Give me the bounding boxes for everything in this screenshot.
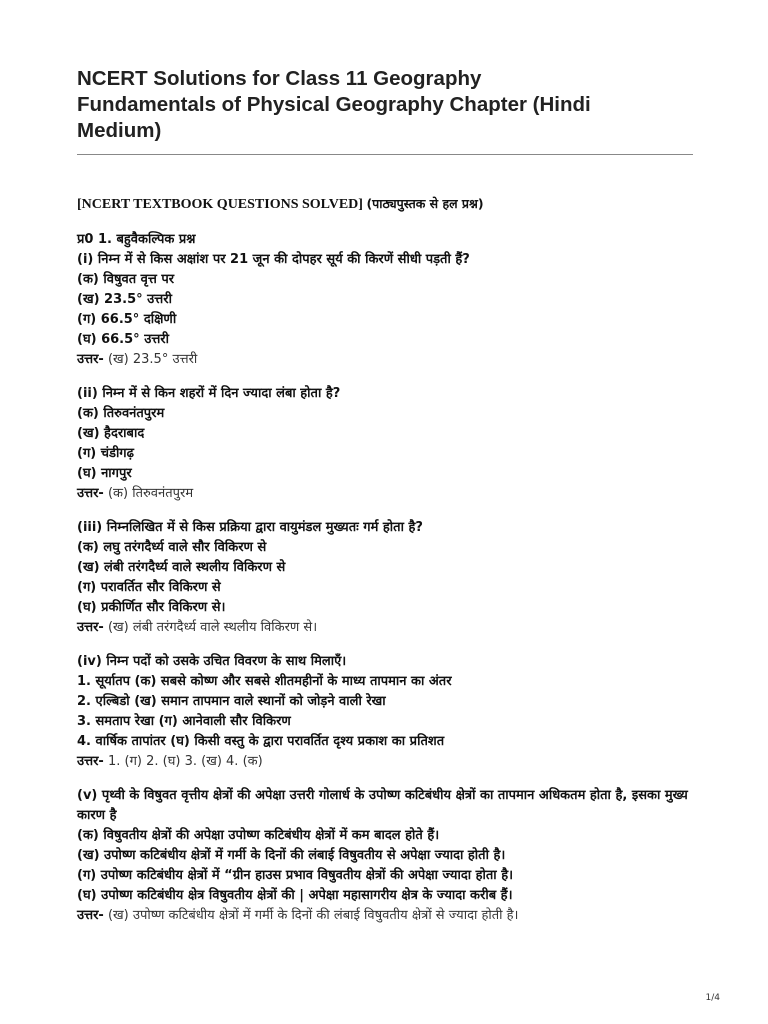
page-number: 1/4 [705,993,720,1003]
option-item: (घ) प्रकीर्णित सौर विकिरण से। [77,600,226,615]
title-line-3: Medium) [77,119,162,142]
option-item: (ख) लंबी तरंगदैर्ध्य वाले स्थलीय विकिरण से [77,560,286,575]
section-subheading [77,195,693,214]
option-item: (ग) 66.5° दक्षिणी [77,312,177,327]
answer-text: 1. (ग) 2. (घ) 3. (ख) 4. (क) [107,754,263,769]
question-block-1 [77,250,693,370]
answer-text: (ख) 23.5° उत्तरी [107,352,198,367]
answer-label: उत्तर- [77,908,104,923]
option-item: (ग) उपोष्ण कटिबंधीय क्षेत्रों में “ग्रीन हाउस प्रभाव विषुवतीय क्षेत्रों की अपेक्षा ज्यादा होता है। [77,868,514,883]
question-text: (iv) निम्न पदों को उसके उचित विवरण के साथ मिलाएँ। [77,654,347,669]
answer-line [77,350,693,370]
option-item: 1. सूर्यातप (क) सबसे कोष्ण और सबसे शीतमहीनों के माध्य तापमान का अंतर [77,674,452,689]
document-page [77,66,693,926]
option-item: (घ) नागपुर [77,466,132,481]
question-text: (v) पृथ्वी के विषुवत वृत्तीय क्षेत्रों की अपेक्षा उत्तरी गोलार्ध के उपोष्ण कटिबंधीय क्षेत्रों का तापमान अधिकतम होता है, इसका मुख्य कारण है [77,788,688,823]
title-line-2: Fundamentals of Physical Geography Chapter (Hindi [77,93,591,116]
option-item: (क) तिरुवनंतपुरम [77,406,165,421]
option-item: (क) विषुवत वृत्त पर [77,272,175,287]
option-item: 2. एल्बिडो (ख) समान तापमान वाले स्थानों को जोड़ने वाली रेखा [77,694,386,709]
answer-label: उत्तर- [77,620,104,635]
subheading-hindi: (पाठ्यपुस्तक से हल प्रश्न) [366,196,484,211]
option-item: (ग) चंडीगढ़ [77,446,134,461]
option-item: (क) लघु तरंगदैर्ध्य वाले सौर विकिरण से [77,540,267,555]
answer-line [77,618,693,638]
option-item: (ख) उपोष्ण कटिबंधीय क्षेत्रों में गर्मी के दिनों की लंबाई विषुवतीय से अपेक्षा ज्यादा होती है। [77,848,506,863]
option-item: 3. समताप रेखा (ग) आनेवाली सौर विकिरण [77,714,291,729]
question-block-5 [77,786,693,926]
option-item: (क) विषुवतीय क्षेत्रों की अपेक्षा उपोष्ण कटिबंधीय क्षेत्रों में कम बादल होते हैं। [77,828,440,843]
question-section-title: प्र0 1. बहुवैकल्पिक प्रश्न [77,232,196,247]
option-item: 4. वार्षिक तापांतर (घ) किसी वस्तु के द्वारा परावर्तित दृश्य प्रकाश का प्रतिशत [77,734,445,749]
answer-line [77,752,693,772]
page-title [77,66,693,144]
option-item: (घ) 66.5° उत्तरी [77,332,169,347]
question-block-2 [77,384,693,504]
answer-line [77,906,693,926]
answer-label: उत्तर- [77,352,104,367]
answer-text: (ख) उपोष्ण कटिबंधीय क्षेत्रों में गर्मी के दिनों की लंबाई विषुवतीय क्षेत्रों से ज्यादा होती है। [107,908,519,923]
option-item: (ग) परावर्तित सौर विकिरण से [77,580,221,595]
answer-text: (ख) लंबी तरंगदैर्ध्य वाले स्थलीय विकिरण से। [107,620,318,635]
question-text: (ii) निम्न में से किन शहरों में दिन ज्यादा लंबा होता है? [77,386,341,401]
answer-label: उत्तर- [77,754,104,769]
question-text: (iii) निम्नलिखित में से किस प्रक्रिया द्वारा वायुमंडल मुख्यतः गर्म होता है? [77,520,423,535]
question-text: (i) निम्न में से किस अक्षांश पर 21 जून की दोपहर सूर्य की किरणें सीधी पड़ती हैं? [77,252,470,267]
title-line-1: NCERT Solutions for Class 11 Geography [77,67,482,90]
answer-label: उत्तर- [77,486,104,501]
title-divider [77,154,693,155]
option-item: (ख) हैदराबाद [77,426,145,441]
option-item: (ख) 23.5° उत्तरी [77,292,172,307]
question-block-4 [77,652,693,772]
answer-line [77,484,693,504]
subheading-english: [NCERT TEXTBOOK QUESTIONS SOLVED] [77,197,363,212]
answer-text: (क) तिरुवनंतपुरम [107,486,194,501]
question-block-3 [77,518,693,638]
option-item: (घ) उपोष्ण कटिबंधीय क्षेत्र विषुवतीय क्षेत्रों की | अपेक्षा महासागरीय क्षेत्र के ज्यादा करीब हैं। [77,888,513,903]
